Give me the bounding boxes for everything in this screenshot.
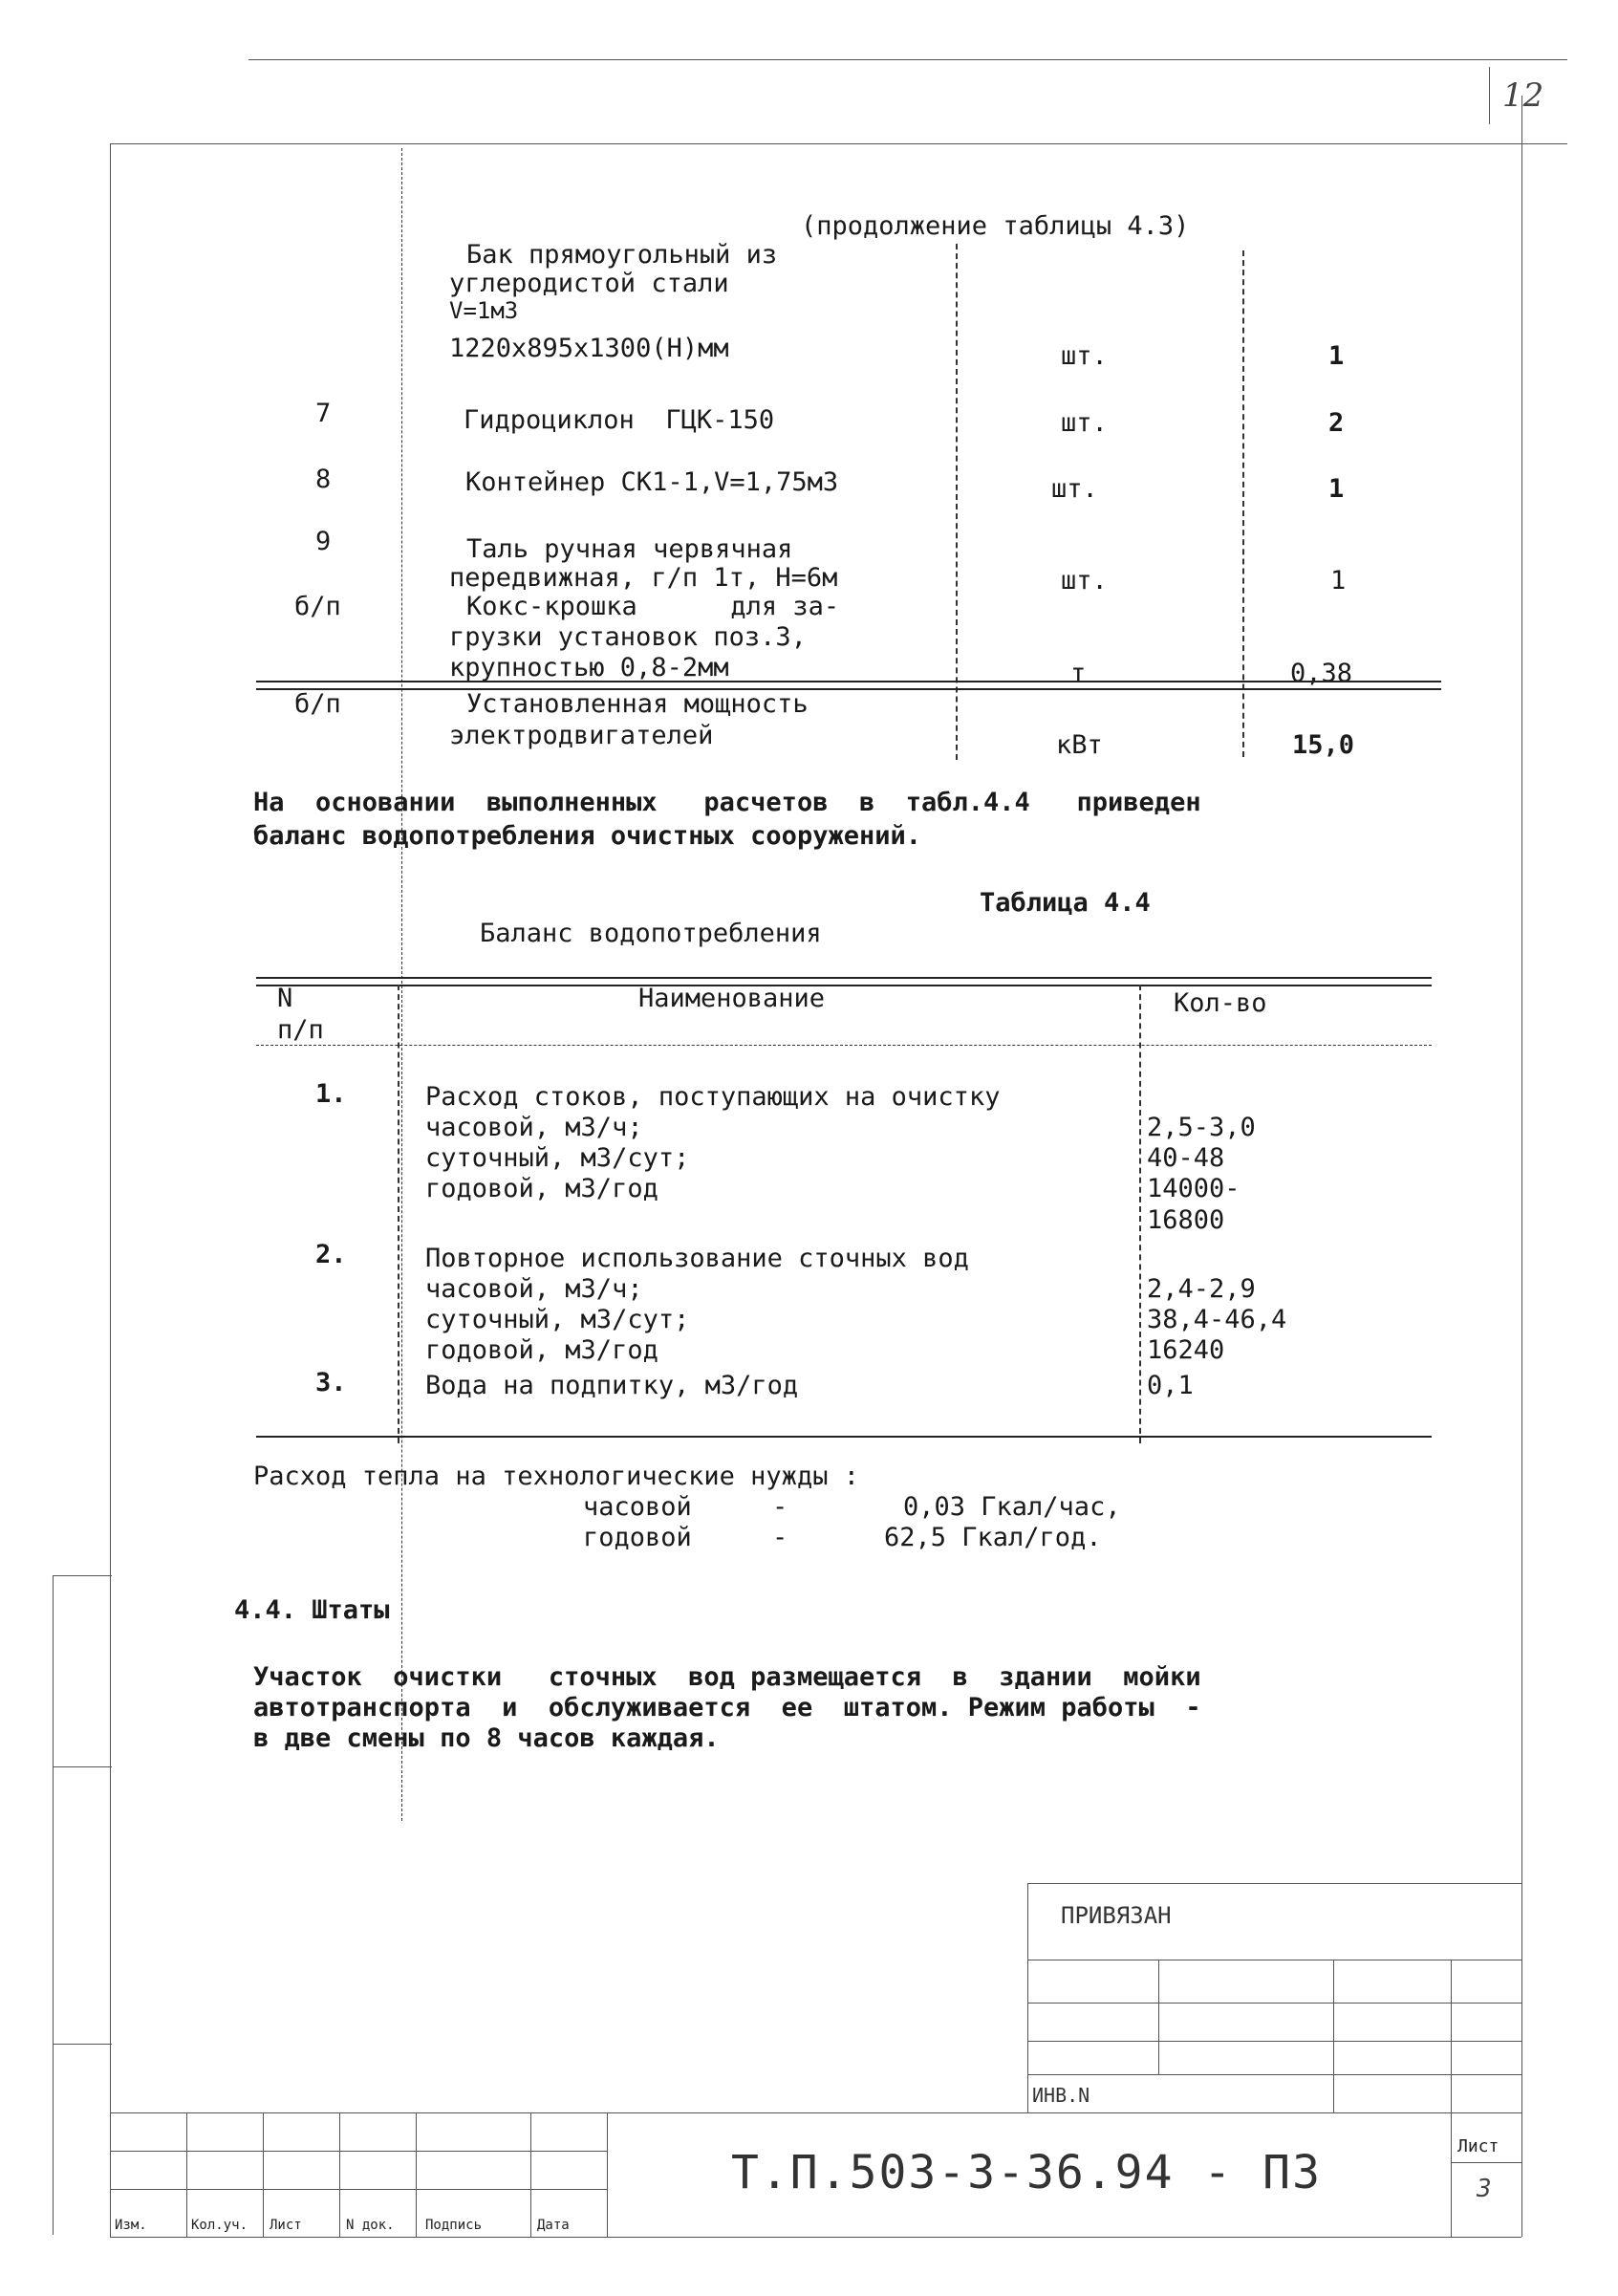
t43-row6-name-2: электродвигателей — [449, 721, 714, 750]
t43-row3-num: 8 — [315, 465, 332, 494]
frame-right — [1521, 96, 1522, 2237]
section-heading: 4.4. Штаты — [234, 1595, 390, 1625]
t44-row3-line1: Вода на подпитку, м3/год — [425, 1371, 799, 1400]
t43-row1-qty: 1 — [1328, 341, 1345, 371]
t44-header-num-2: п/п — [277, 1015, 324, 1045]
t44-row1-line4: годовой, м3/год — [425, 1174, 658, 1203]
top-rule — [248, 59, 1567, 60]
t44-row2-qty4: 16240 — [1147, 1335, 1225, 1365]
t43-row2-unit: шт. — [1061, 408, 1108, 438]
t43-row4-unit: шт. — [1061, 566, 1108, 596]
t43-row5-num: б/п — [294, 592, 341, 621]
t44-row2-num: 2. — [315, 1240, 347, 1269]
priv-left — [1027, 1883, 1028, 2112]
tb-col-3 — [339, 2112, 340, 2237]
priv-col-1 — [1158, 1960, 1159, 2074]
heat-yearly-value: 62,5 Гкал/год. — [884, 1523, 1102, 1552]
t44-row2-line1: Повторное использование сточных вод — [425, 1244, 969, 1273]
col-kol-uch: Кол.уч. — [191, 2218, 248, 2233]
priv-row-2 — [1027, 2003, 1521, 2004]
t43-row6-name-1: Установленная мощность — [466, 689, 809, 719]
tb-col-2 — [263, 2112, 264, 2237]
margin-mark-2 — [53, 1766, 112, 1767]
t43-row3-qty: 1 — [1328, 474, 1345, 504]
t43-row4-name-1: Таль ручная червячная — [466, 534, 793, 564]
table-4-4-label: Таблица 4.4 — [980, 888, 1151, 918]
t44-row3-num: 3. — [315, 1368, 347, 1397]
privyazan-label: ПРИВЯЗАН — [1061, 1902, 1172, 1929]
t44-row1-num: 1. — [315, 1079, 347, 1109]
inv-label: ИНВ.N — [1032, 2084, 1090, 2107]
table-4-4-title: Баланс водопотребления — [480, 919, 822, 948]
tb-top — [110, 2112, 1521, 2113]
margin-mark-3 — [53, 2044, 112, 2045]
col-list: Лист — [270, 2218, 302, 2233]
priv-row-3 — [1027, 2041, 1521, 2042]
t44-row1-qty3: 40-48 — [1147, 1143, 1225, 1173]
tb-sheet-row — [1451, 2162, 1521, 2163]
page-number-divider — [1489, 67, 1490, 124]
sheet-label: Лист — [1457, 2136, 1499, 2156]
t44-header-name: Наименование — [638, 984, 826, 1013]
tb-row-2 — [110, 2189, 607, 2190]
t44-row2-line3: суточный, м3/сут; — [425, 1305, 690, 1334]
t44-bottom-rule — [256, 1436, 1432, 1438]
col-n-dok: N док. — [346, 2218, 395, 2233]
section-text-2: автотранспорта и обслуживается ее штатом. Режим работы - — [253, 1693, 1201, 1722]
col-data: Дата — [537, 2218, 570, 2233]
t44-row2-line2: часовой, м3/ч; — [425, 1274, 643, 1304]
t44-row1-qty2: 2,5-3,0 — [1147, 1113, 1256, 1142]
t43-row2-qty: 2 — [1328, 408, 1345, 438]
t43-row5-name-3: крупностью 0,8-2мм — [449, 653, 729, 682]
priv-col-3 — [1451, 1960, 1452, 2112]
t43-row2-num: 7 — [315, 399, 332, 428]
t43-row4-qty: 1 — [1330, 566, 1347, 596]
t43-row1-name-1: Бак прямоугольный из — [466, 240, 778, 270]
heat-yearly-label: годовой — [583, 1523, 692, 1552]
frame-left — [110, 143, 111, 2237]
t44-row2-line4: годовой, м3/год — [425, 1335, 658, 1365]
t43-rule-2 — [256, 688, 1441, 690]
t44-row2-qty2: 2,4-2,9 — [1147, 1274, 1256, 1304]
t43-row1-unit: шт. — [1061, 341, 1108, 371]
t43-row2-name: Гидроциклон ГЦК-150 — [464, 405, 775, 435]
t44-header-rule — [256, 1045, 1432, 1046]
continuation-label: (продолжение таблицы 4.3) — [801, 211, 1190, 241]
t43-row6-unit: кВт — [1056, 730, 1103, 760]
t43-row5-name-1: Кокс-крошка для за- — [466, 592, 840, 621]
t44-row1-qty4: 14000- — [1147, 1174, 1240, 1203]
priv-row-4 — [1027, 2074, 1521, 2075]
heat-dash-1: - — [772, 1492, 788, 1522]
t44-row1-qty5: 16800 — [1147, 1205, 1225, 1235]
t43-row1-name-2: углеродистой стали — [449, 269, 729, 298]
t44-row1-line2: часовой, м3/ч; — [425, 1113, 643, 1142]
sheet-number: 3 — [1477, 2175, 1492, 2203]
margin-mark-1 — [53, 1575, 112, 1576]
t43-row1-name-3: V=1м3 — [449, 297, 519, 324]
t43-row5-qty: 0,38 — [1290, 659, 1353, 688]
document-code: Т.П.503-3-36.94 - ПЗ — [731, 2146, 1322, 2199]
t43-row5-name-2: грузки установок поз.3, — [449, 622, 807, 652]
margin-strip — [53, 1575, 54, 2235]
t44-row2-qty3: 38,4-46,4 — [1147, 1305, 1287, 1334]
t44-row1-line3: суточный, м3/сут; — [425, 1143, 690, 1173]
t43-col-sep-1 — [956, 244, 958, 760]
heat-hourly-label: часовой — [583, 1492, 692, 1522]
page-number: 12 — [1502, 76, 1544, 115]
tb-row-1 — [110, 2151, 607, 2152]
t44-col-sep-left — [398, 985, 399, 1443]
t44-top-rule-2 — [256, 985, 1432, 986]
t44-row1-line1: Расход стоков, поступающих на очистку — [425, 1082, 1001, 1112]
tb-col-6 — [607, 2112, 608, 2237]
t43-row3-name: Контейнер СК1-1,V=1,75м3 — [465, 467, 839, 497]
section-text-3: в две смены по 8 часов каждая. — [253, 1723, 720, 1753]
tb-col-1 — [186, 2112, 187, 2237]
tb-bottom — [110, 2237, 1521, 2238]
t43-rule-1 — [256, 681, 1441, 682]
paragraph-line-1: На основании выполненных расчетов в табл.4.4 приведен — [253, 788, 1201, 817]
col-podpis: Подпись — [425, 2218, 483, 2233]
paragraph-line-2: баланс водопотребления очистных сооружений. — [253, 821, 921, 851]
priv-col-2 — [1333, 1960, 1334, 2112]
tb-col-5 — [530, 2112, 531, 2237]
t43-row6-num: б/п — [294, 689, 341, 719]
heat-title: Расход тепла на технологические нужды : — [253, 1462, 859, 1491]
t43-row4-num: 9 — [315, 527, 332, 556]
t43-row6-qty: 15,0 — [1292, 730, 1355, 760]
t44-col-sep — [1139, 985, 1141, 1443]
tb-col-sheet — [1451, 2112, 1452, 2237]
t43-row5-unit: т — [1070, 659, 1087, 688]
section-text-1: Участок очистки сточных вод размещается в здании мойки — [253, 1662, 1201, 1692]
t44-row3-qty1: 0,1 — [1147, 1371, 1194, 1400]
heat-hourly-value: 0,03 Гкал/час, — [903, 1492, 1121, 1522]
t44-header-num-1: N — [277, 984, 293, 1013]
t44-top-rule-1 — [256, 977, 1432, 979]
frame-top — [110, 143, 1567, 144]
t44-header-qty: Кол-во — [1174, 988, 1267, 1018]
t43-row3-unit: шт. — [1051, 474, 1098, 504]
col-izm: Изм. — [115, 2218, 147, 2233]
heat-dash-2: - — [772, 1523, 788, 1552]
t43-row4-name-2: передвижная, г/п 1т, Н=6м — [449, 563, 838, 593]
t43-row1-name-4: 1220x895x1300(H)мм — [449, 334, 729, 363]
tb-col-4 — [416, 2112, 417, 2237]
priv-top — [1027, 1883, 1521, 1884]
